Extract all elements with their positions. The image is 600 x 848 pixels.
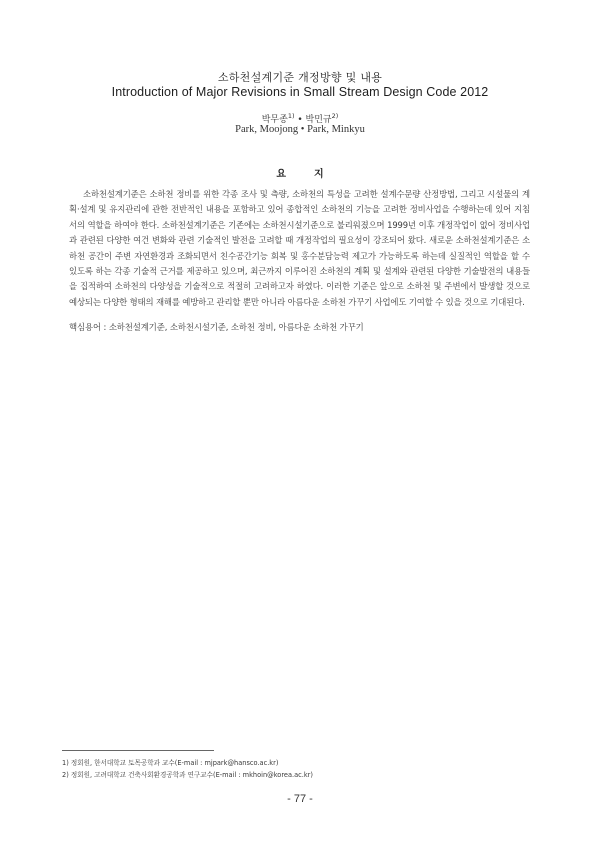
keywords-list: 소하천설계기준, 소하천시설기준, 소하천 정비, 아름다운 소하천 가꾸기 — [108, 322, 364, 332]
footnote-divider — [62, 750, 214, 751]
abstract-heading-char-2: 지 — [314, 169, 324, 180]
author-2-footnote-mark: 2) — [331, 112, 339, 120]
abstract-body: 소하천설계기준은 소하천 정비를 위한 각종 조사 및 측량, 소하천의 특성을 고려한 설계수문량 산정방법, 그리고 시설물의 계획·설계 및 유지관리에 관한 전반적인 내용을 포함하고 있어 종합적인 소하천의 기능을 고려한 정비사업을 수행하는데 있어 지침서의 역할을 하여야 한다. 소하천설계기준은 기존에는 소하천시설기준으로 불리워졌으며 1999년 이후 개정작업이 없어 정비사업과 관련된 다양한 여건 변화와 관련 기술적인 발전을 고려할 때 개정작업의 필요성이 강조되어 왔다. 새로운 소하천설계기준은 소하천 공간이 주변 자연환경과 조화되면서 친수공간기능 회복 및 홍수분담능력 제고가 가능하도록 하는데 실질적인 역할을 할 수 있도록 하는 각종 기술적 근거를 제공하고 있으며, 최근까지 이루어진 소하천의 계획 및 설계와 관련된 다양한 기술발전의 내용들을 집적하여 소하천의 다양성을 기술적으로 적절히 고려하고자 하였다. 이러한 기준은 앞으로 소하천 및 주변에서 발생할 것으로 예상되는 다양한 형태의 재해를 예방하고 관리할 뿐만 아니라 아름다운 소하천 가꾸기 사업에도 기여할 수 있을 것으로 기대된다. — [69, 189, 530, 307]
footnotes — [62, 757, 522, 781]
keywords-label: 핵심용어 : — [69, 322, 107, 332]
abstract-heading — [0, 165, 600, 180]
footnote-2: 2) 정회원, 고려대학교 건축사회환경공학과 연구교수(E-mail : mkhoin@korea.ac.kr) — [62, 771, 313, 779]
keywords-line — [69, 321, 539, 333]
authors-english: Park, Moojong • Park, Minkyu — [235, 124, 365, 135]
author-2-name: 박민규 — [305, 115, 332, 125]
abstract-heading-char-1: 요 — [276, 169, 286, 180]
author-1-footnote-mark: 1) — [287, 112, 295, 120]
page-number: - 77 - — [287, 793, 313, 805]
paper-title-english: Introduction of Major Revisions in Small Stream Design Code 2012 — [111, 85, 489, 99]
author-separator: • — [294, 115, 306, 125]
paper-title-korean: 소하천설계기준 개정방향 및 내용 — [217, 71, 383, 84]
footnote-1: 1) 정회원, 한서대학교 토목공학과 교수(E-mail : mjpark@hansco.ac.kr) — [62, 759, 279, 767]
author-1-name: 박무종 — [261, 115, 288, 125]
